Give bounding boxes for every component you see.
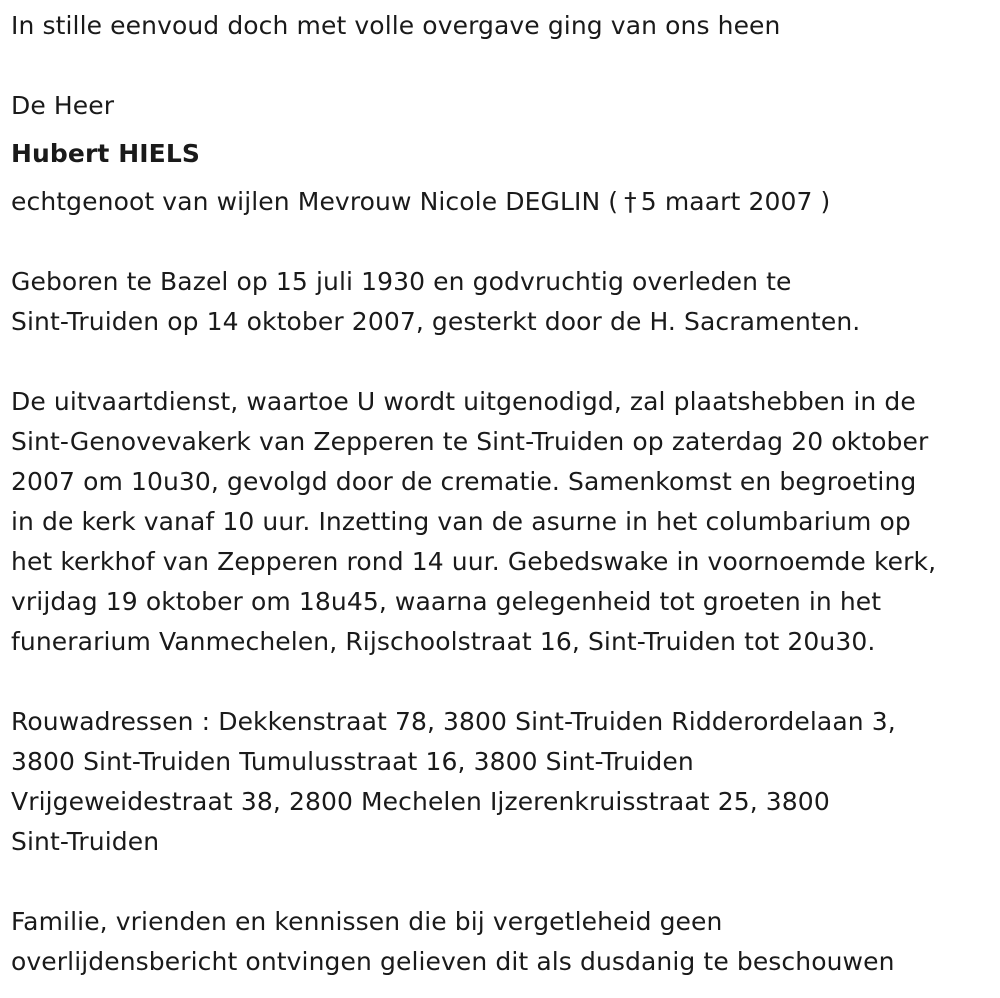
funeral-line: vrijdag 19 oktober om 18u45, waarna gelegenheid tot groeten in het: [11, 587, 882, 616]
funeral-paragraph: [11, 382, 990, 662]
birth-death-line: Sint-Truiden op 14 oktober 2007, gesterkt door de H. Sacramenten.: [11, 307, 861, 336]
intro-line: In stille eenvoud doch met volle overgave ging van ons heen: [11, 11, 781, 40]
funeral-line: in de kerk vanaf 10 uur. Inzetting van de asurne in het columbarium op: [11, 507, 911, 536]
address-line: Sint-Truiden: [11, 827, 160, 856]
birth-death-line: Geboren te Bazel op 15 juli 1930 en godvruchtig overleden te: [11, 267, 792, 296]
salutation: De Heer: [11, 91, 115, 120]
spouse-death-date: 5 maart 2007 ): [640, 187, 831, 216]
funeral-line: het kerkhof van Zepperen rond 14 uur. Gebedswake in voornoemde kerk,: [11, 547, 937, 576]
funeral-line: funerarium Vanmechelen, Rijschoolstraat 16, Sint-Truiden tot 20u30.: [11, 627, 876, 656]
closing-line: Familie, vrienden en kennissen die bij vergetleheid geen: [11, 907, 723, 936]
cross-icon: †: [624, 187, 637, 216]
address-line: Vrijgeweidestraat 38, 2800 Mechelen Ijzerenkruisstraat 25, 3800: [11, 787, 830, 816]
closing-line: overlijdensbericht ontvingen gelieven dit als dusdanig te beschouwen: [11, 947, 895, 976]
addresses-paragraph: [11, 702, 990, 862]
address-line: Rouwadressen : Dekkenstraat 78, 3800 Sint-Truiden Ridderordelaan 3,: [11, 707, 896, 736]
address-line: 3800 Sint-Truiden Tumulusstraat 16, 3800 Sint-Truiden: [11, 747, 694, 776]
birth-death-paragraph: [11, 262, 990, 342]
closing-paragraph: [11, 902, 990, 982]
deceased-name: Hubert HIELS: [11, 139, 200, 168]
funeral-line: De uitvaartdienst, waartoe U wordt uitgenodigd, zal plaatshebben in de: [11, 387, 916, 416]
funeral-line: 2007 om 10u30, gevolgd door de crematie. Samenkomst en begroeting: [11, 467, 917, 496]
spouse-prefix: echtgenoot van wijlen Mevrouw Nicole DEGLIN (: [11, 187, 619, 216]
spouse-line: [11, 182, 990, 222]
funeral-line: Sint-Genovevakerk van Zepperen te Sint-Truiden op zaterdag 20 oktober: [11, 427, 929, 456]
